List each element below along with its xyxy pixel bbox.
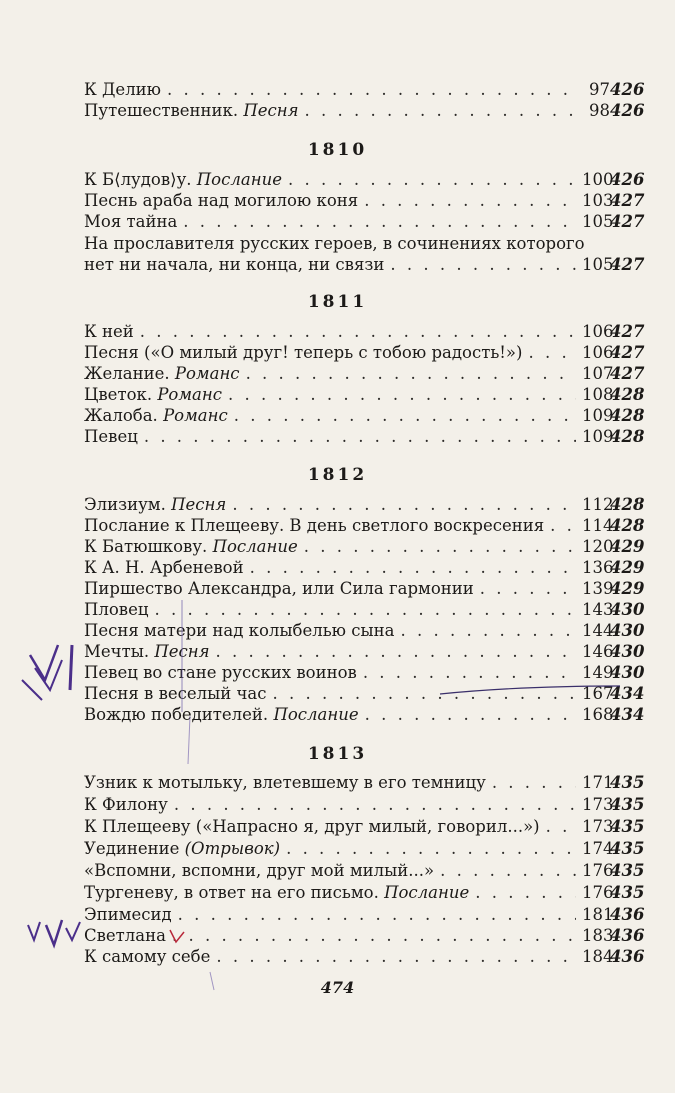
entry-title: К Б⟨лудов⟩у. Послание <box>84 170 282 189</box>
notes-page: 436 <box>610 926 645 945</box>
notes-page: 435 <box>610 773 645 792</box>
text-page: 139 <box>582 579 614 598</box>
text-page: 114 <box>582 516 614 535</box>
notes-page: 430 <box>610 600 645 619</box>
notes-page: 428 <box>610 385 645 404</box>
entry-title: Пиршество Александра, или Сила гармонии <box>84 579 474 598</box>
notes-page: 430 <box>610 642 645 661</box>
entry-title: Моя тайна <box>84 212 178 231</box>
entry-title: Эпимесид <box>84 905 172 924</box>
year-heading: 1810 <box>307 140 368 160</box>
notes-page: 429 <box>610 579 645 598</box>
text-page: 167 <box>582 684 614 703</box>
text-page: 109 <box>582 406 614 425</box>
text-page: 105 <box>582 212 614 231</box>
notes-page: 430 <box>610 621 645 640</box>
entry-title: Жалоба. Романс <box>84 406 228 425</box>
entry-title: Светлана <box>84 926 166 945</box>
notes-page: 427 <box>610 364 645 383</box>
entry-title: «Вспомни, вспомни, друг мой милый...» <box>84 861 435 880</box>
entry-title: К А. Н. Арбеневой <box>84 558 244 577</box>
year-heading: 1812 <box>307 465 368 485</box>
notes-page: 428 <box>610 406 645 425</box>
notes-page: 426 <box>610 170 645 189</box>
entry-title: Элизиум. Песня <box>84 495 227 514</box>
entry-title: Вождю победителей. Послание <box>84 705 359 724</box>
notes-page: 427 <box>610 322 645 341</box>
text-page: 107 <box>582 364 614 383</box>
text-page: 149 <box>582 663 614 682</box>
checkmark-annotation <box>30 645 58 680</box>
text-page: 181 <box>582 905 614 924</box>
year-heading: 1813 <box>307 744 368 764</box>
notes-page: 435 <box>610 861 645 880</box>
notes-page: 426 <box>610 101 645 120</box>
text-page: 109 <box>582 427 614 446</box>
text-page: 168 <box>582 705 614 724</box>
entry-title: Песня матери над колыбелью сына <box>84 621 395 640</box>
notes-page: 435 <box>610 817 645 836</box>
text-page: 103 <box>582 191 614 210</box>
pencil-line <box>210 972 214 990</box>
notes-page: 428 <box>610 495 645 514</box>
text-page: 105 <box>582 255 614 274</box>
notes-page: 427 <box>610 255 645 274</box>
text-page: 97 <box>589 80 610 99</box>
text-page: 171 <box>582 773 614 792</box>
entry-title: Пловец <box>84 600 149 619</box>
text-page: 108 <box>582 385 614 404</box>
notes-page: 428 <box>610 516 645 535</box>
entry-title: Тургеневу, в ответ на его письмо. Послание <box>84 883 470 902</box>
text-page: 173 <box>582 795 614 814</box>
checkmark-annotation <box>66 922 80 940</box>
entry-title: Путешественник. Песня <box>84 101 299 120</box>
entry-title-line2: нет ни начала, ни конца, ни связи <box>84 255 385 274</box>
entry-title: К самому себе <box>84 947 211 966</box>
notes-page: 429 <box>610 558 645 577</box>
text-page: 100 <box>582 170 614 189</box>
year-heading: 1811 <box>307 292 368 312</box>
entry-title: Уединение (Отрывок) <box>84 839 281 858</box>
text-page: 144 <box>582 621 614 640</box>
entry-title: К Филону <box>84 795 168 814</box>
entry-title: Цветок. Романс <box>84 385 222 404</box>
checkmark-annotation <box>22 680 42 700</box>
pencil-line <box>440 686 620 694</box>
notes-page: 435 <box>610 883 645 902</box>
text-page: 176 <box>582 883 614 902</box>
checkmark-annotation <box>70 645 72 690</box>
text-page: 106 <box>582 322 614 341</box>
notes-page: 436 <box>610 905 645 924</box>
text-page: 184 <box>582 947 614 966</box>
checkmark-annotation <box>46 920 62 945</box>
entry-title: Певец во стане русских воинов <box>84 663 357 682</box>
entry-title: К Делию <box>84 80 162 99</box>
entry-title: К Батюшкову. Послание <box>84 537 298 556</box>
notes-page: 435 <box>610 839 645 858</box>
red-mark <box>170 930 184 942</box>
text-page: 146 <box>582 642 614 661</box>
notes-page: 427 <box>610 191 645 210</box>
entry-title: Песня («О милый друг! теперь с тобою радость!») <box>84 343 523 362</box>
notes-page: 426 <box>610 80 645 99</box>
notes-page: 429 <box>610 537 645 556</box>
entry-title: Мечты. Песня <box>84 642 210 661</box>
text-page: 120 <box>582 537 614 556</box>
notes-page: 434 <box>610 705 645 724</box>
pencil-line <box>188 716 190 764</box>
entry-title: Певец <box>84 427 138 446</box>
text-page: 176 <box>582 861 614 880</box>
text-page: 143 <box>582 600 614 619</box>
entry-title: К ней <box>84 322 134 341</box>
entry-title: Послание к Плещееву. В день светлого воскресения <box>84 516 545 535</box>
notes-page: 435 <box>610 795 645 814</box>
text-page: 174 <box>582 839 614 858</box>
text-page: 106 <box>582 343 614 362</box>
text-page: 136 <box>582 558 614 577</box>
text-page: 112 <box>582 495 614 514</box>
notes-page: 427 <box>610 212 645 231</box>
text-page: 98 <box>589 101 610 120</box>
notes-page: 436 <box>610 947 645 966</box>
notes-page: 434 <box>610 684 645 703</box>
entry-title-line1: На прославителя русских героев, в сочинениях которого <box>84 234 585 253</box>
entry-title: Узник к мотыльку, влетевшему в его темницу <box>84 773 486 792</box>
entry-title: Песнь араба над могилою коня <box>84 191 359 210</box>
text-page: 173 <box>582 817 614 836</box>
checkmark-annotation <box>35 660 62 690</box>
checkmark-annotation <box>28 922 40 940</box>
notes-page: 427 <box>610 343 645 362</box>
entry-title: К Плещееву («Напрасно я, друг милый, говорил...») <box>84 817 540 836</box>
notes-page: 430 <box>610 663 645 682</box>
entry-title: Желание. Романс <box>84 364 240 383</box>
notes-page: 428 <box>610 427 645 446</box>
text-page: 183 <box>582 926 614 945</box>
entry-title: Песня в веселый час <box>84 684 267 703</box>
page-number: 474 <box>320 978 355 997</box>
